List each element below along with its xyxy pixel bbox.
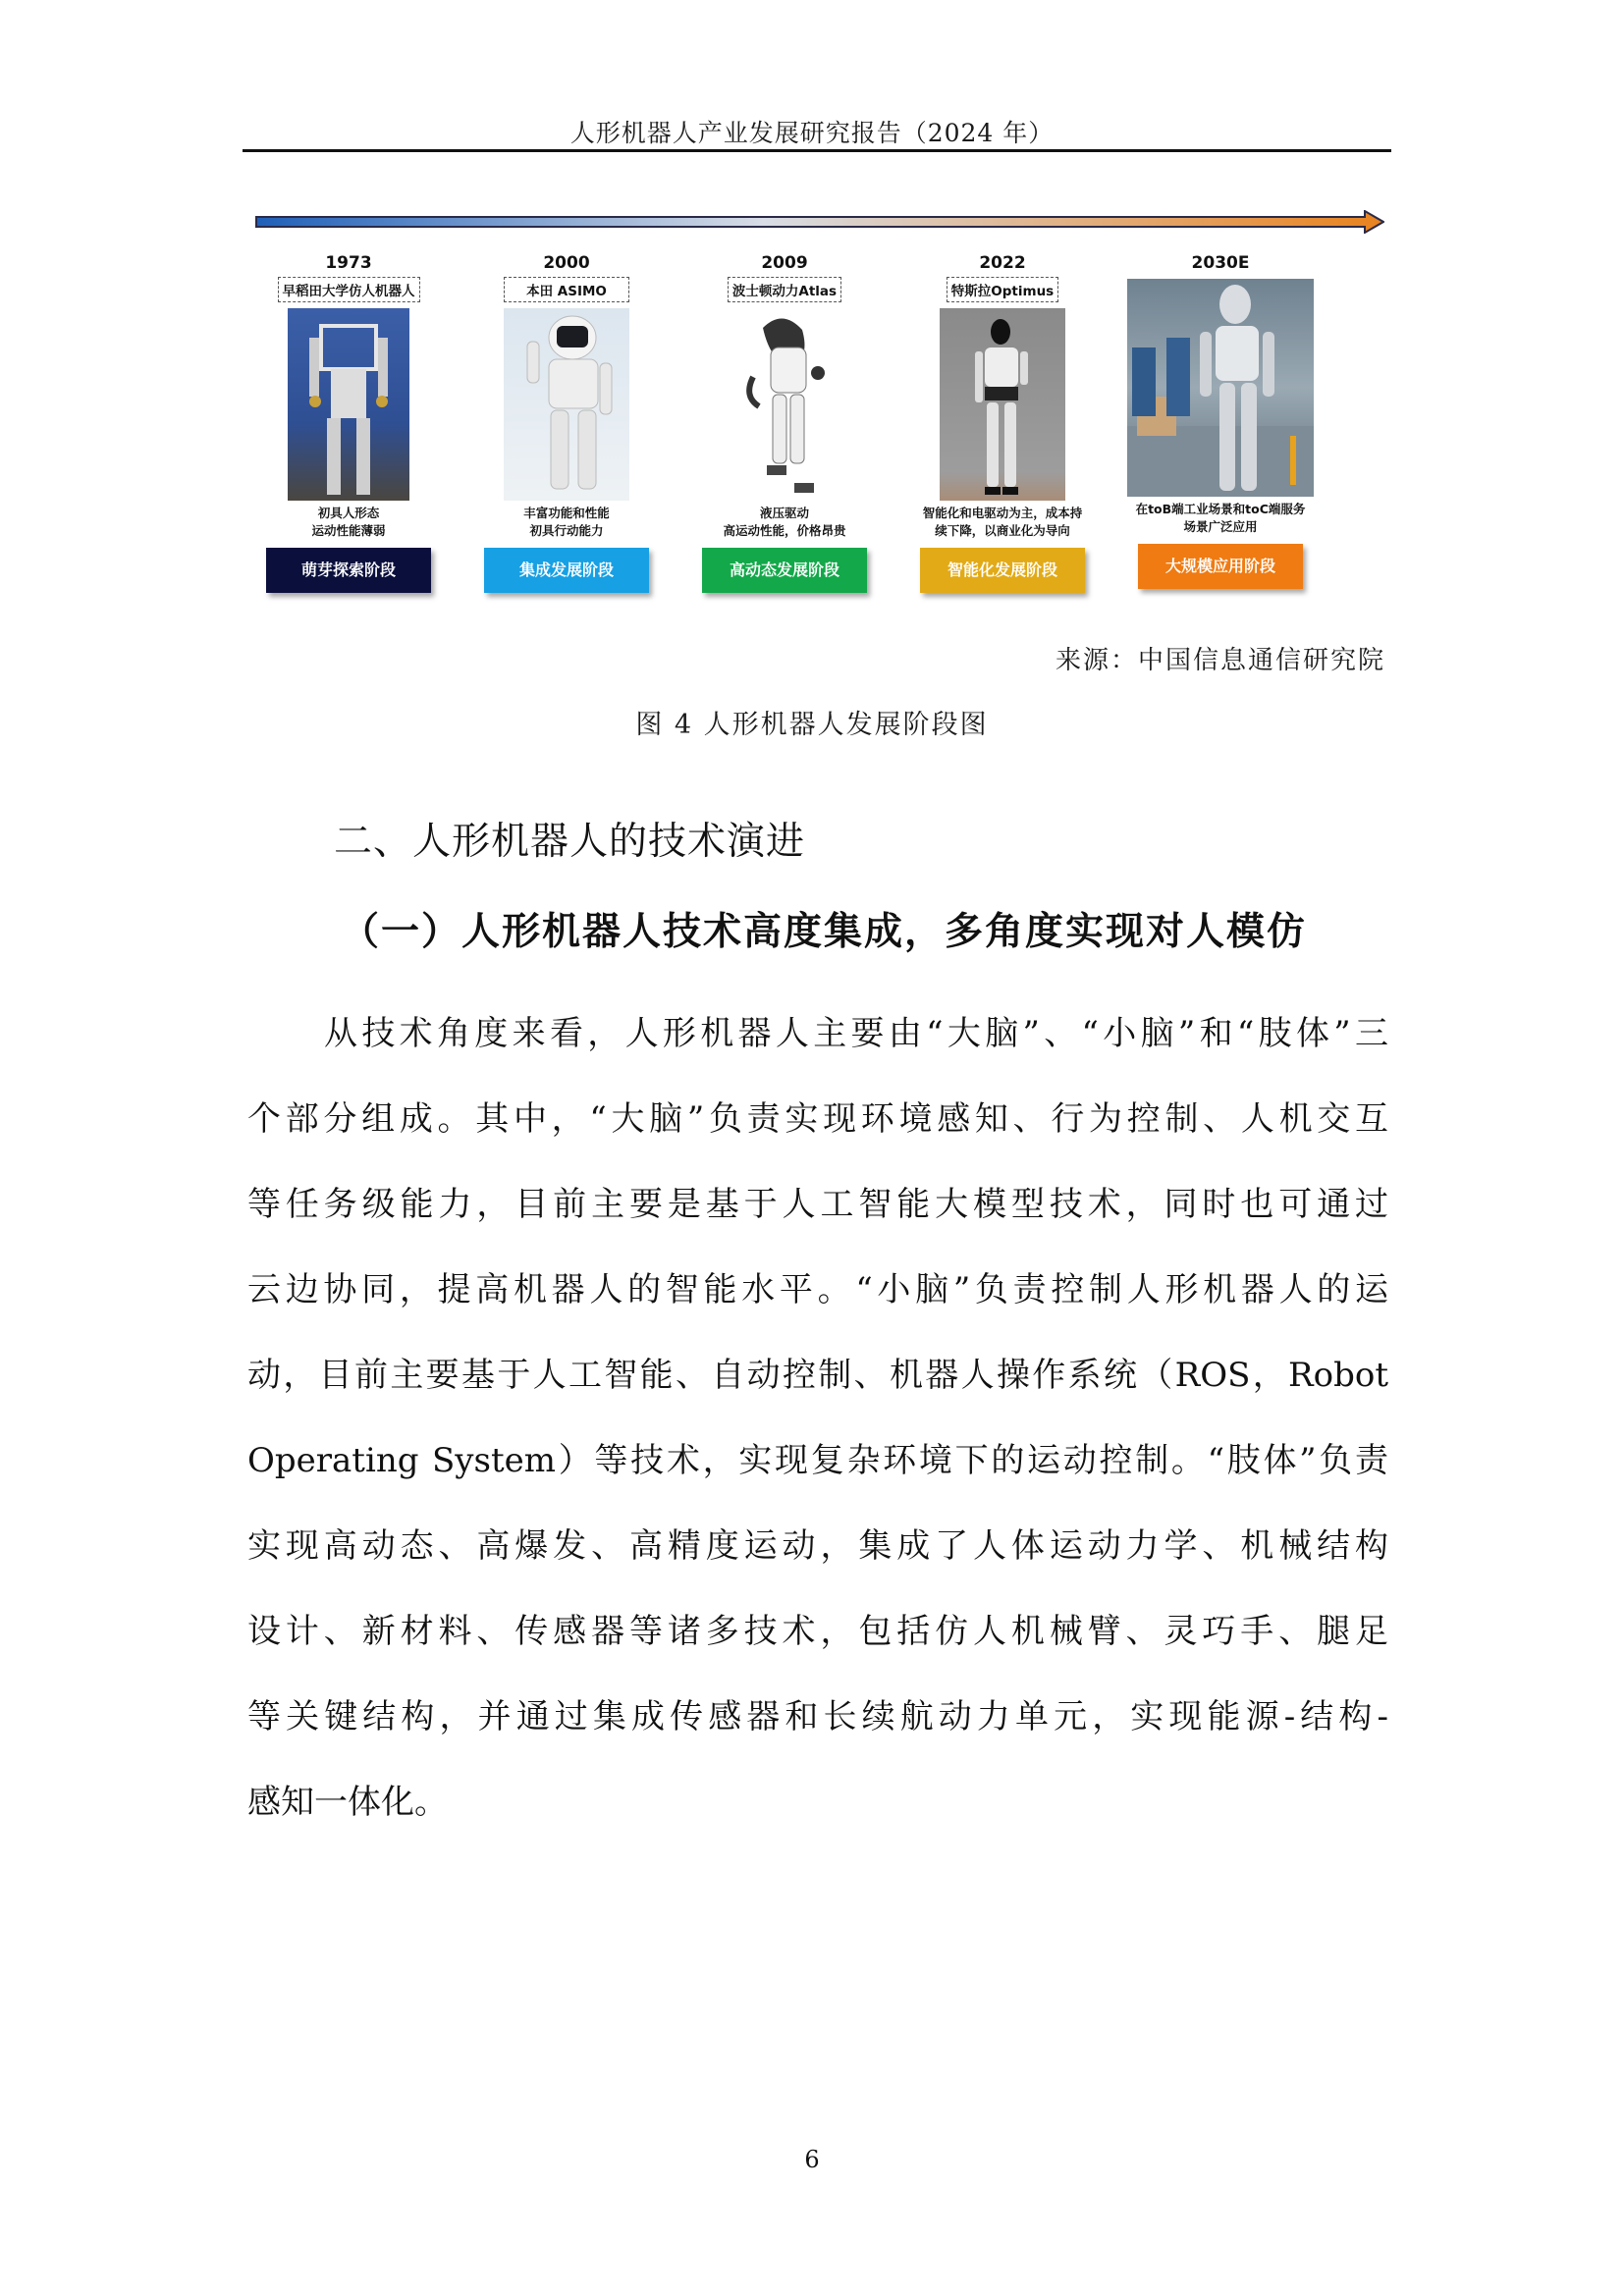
page-number: 6 [804,2146,820,2173]
stage-description: 初具人形态 运动性能薄弱 [311,506,386,538]
stage-robot-name: 本田 ASIMO [504,277,629,302]
paragraph-line: 个部分组成。其中，“大脑”负责实现环境感知、行为控制、人机交互 [247,1099,1388,1139]
atlas-robot-photo [724,308,845,501]
phase-label-high-dynamic: 高动态发展阶段 [702,548,867,593]
phase-label-sprout: 萌芽探索阶段 [266,548,431,593]
honda-asimo-photo [504,308,629,501]
stage-description: 在toB端工业场景和toC端服务 场景广泛应用 [1135,502,1306,534]
body-paragraph [247,991,1388,1845]
stage-robot-name: 早稻田大学仿人机器人 [278,277,420,302]
stage-description: 液压驱动 高运动性能，价格昂贵 [723,506,846,538]
stage-1973 [250,251,447,593]
paragraph-line: 等任务级能力，目前主要是基于人工智能大模型技术，同时也可通过 [247,1185,1388,1224]
figure-source: 来源：中国信息通信研究院 [1055,646,1385,675]
wabot-robot-photo [288,308,409,501]
stage-year: 2022 [979,253,1026,273]
figure-caption: 图 4 人形机器人发展阶段图 [635,710,989,740]
subsection-heading: （一）人形机器人技术高度集成，多角度实现对人模仿 [341,909,1308,954]
stage-description: 智能化和电驱动为主，成本持 续下降，以商业化为导向 [922,506,1083,538]
header-rule [243,149,1391,152]
phase-label-large-scale: 大规模应用阶段 [1138,544,1303,589]
phase-label-integration: 集成发展阶段 [484,548,649,593]
paragraph-line: 感知一体化。 [247,1783,448,1822]
paragraph-line: 实现高动态、高爆发、高精度运动，集成了人体运动力学、机械结构 [247,1526,1388,1566]
stage-robot-name: 特斯拉Optimus [947,277,1058,302]
stage-year: 1973 [325,253,372,273]
paragraph-line: 云边协同，提高机器人的智能水平。“小脑”负责控制人形机器人的运 [247,1270,1388,1309]
stage-year: 2009 [761,253,808,273]
stage-2030e [1122,251,1319,589]
stage-robot-name: 波士顿动力Atlas [728,277,841,302]
section-heading: 二、人形机器人的技术演进 [334,820,806,864]
tesla-optimus-photo [940,308,1065,501]
stage-2009 [686,251,883,593]
timeline-arrow-icon [255,210,1384,234]
paragraph-line: 设计、新材料、传感器等诸多技术，包括仿人机械臂、灵巧手、腿足 [247,1612,1388,1651]
factory-robot-photo [1127,279,1314,497]
running-header-title: 人形机器人产业发展研究报告（2024 年） [569,119,1055,147]
stage-2000 [468,251,665,593]
development-stages-figure [250,204,1389,616]
stage-description: 丰富功能和性能 初具行动能力 [523,506,610,538]
stage-2022 [904,251,1101,593]
stage-year: 2030E [1191,253,1250,273]
paragraph-line: 从技术角度来看，人形机器人主要由“大脑”、“小脑”和“肢体”三 [324,1014,1388,1053]
paragraph-line: 等关键结构，并通过集成传感器和长续航动力单元，实现能源-结构- [247,1697,1388,1736]
paragraph-line: Operating System）等技术，实现复杂环境下的运动控制。“肢体”负责 [247,1441,1388,1480]
stage-year: 2000 [543,253,590,273]
paragraph-line: 动，目前主要基于人工智能、自动控制、机器人操作系统（ROS，Robot [247,1356,1388,1395]
phase-label-intelligent: 智能化发展阶段 [920,548,1085,593]
